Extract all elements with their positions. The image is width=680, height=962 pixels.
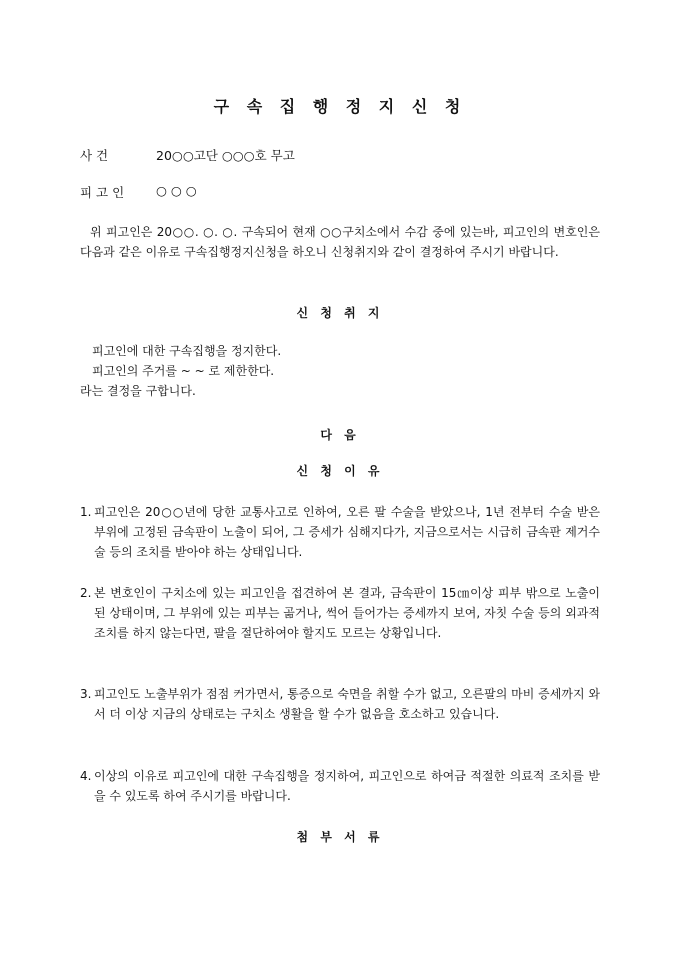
reason-item-2 (80, 583, 600, 643)
reason-item-3 (80, 684, 600, 724)
reason-number: 1. (80, 505, 92, 519)
attachment-heading: 첨 부 서 류 (296, 830, 384, 844)
case-label: 사 건 (80, 148, 109, 163)
reason-text: 피고인은 20○○년에 당한 교통사고로 인하여, 오른 팔 수술을 받았으나, 1년 전부터 수술 받은 부위에 고정된 금속판이 노출이 되어, 그 증세가 심해지다가, 지금으로서는 시급히 금속판 제거수술 등의 조치를 받아야 하는 상태입니다. (94, 505, 600, 559)
defendant-label: 피 고 인 (80, 185, 125, 200)
reason-number: 3. (80, 687, 92, 701)
reason-number: 4. (80, 769, 92, 783)
reason-heading: 신 청 이 유 (296, 464, 384, 478)
reason-text: 본 변호인이 구치소에 있는 피고인을 접견하여 본 결과, 금속판이 15㎝이상 피부 밖으로 노출이 된 상태이며, 그 부위에 있는 피부는 곪거나, 썩어 들어가는 증세까지 보여, 자칫 수술 등의 외과적 조치를 하지 않는다면, 팔을 절단하여야 할지도 모르는 상황입니다. (94, 586, 600, 640)
purpose-line-2: 피고인의 주거를 ~ ~ 로 제한한다. (92, 364, 275, 378)
reason-text: 이상의 이유로 피고인에 대한 구속집행을 정지하여, 피고인으로 하여금 적절한 의료적 조치를 받을 수 있도록 하여 주시기를 바랍니다. (94, 769, 600, 803)
reason-item-4 (80, 766, 600, 806)
reason-item-1 (80, 502, 600, 562)
document-title: 구 속 집 행 정 지 신 청 (213, 97, 467, 116)
defendant-value: ○ ○ ○ (156, 183, 197, 198)
purpose-line-1: 피고인에 대한 구속집행을 정지한다. (92, 344, 282, 358)
reason-text: 피고인도 노출부위가 점점 커가면서, 통증으로 숙면을 취할 수가 없고, 오른팔의 마비 증세까지 와서 더 이상 지금의 상태로는 구치소 생활을 할 수가 없음을 호소하고 있습니다. (94, 687, 600, 721)
purpose-heading: 신 청 취 지 (296, 306, 384, 320)
next-heading: 다 음 (320, 428, 360, 442)
case-value: 20○○고단 ○○○호 무고 (156, 148, 295, 163)
purpose-line-3: 라는 결정을 구합니다. (80, 384, 196, 398)
reason-number: 2. (80, 586, 92, 600)
intro-paragraph: 위 피고인은 20○○. ○. ○. 구속되어 현재 ○○구치소에서 수감 중에 있는바, 피고인의 변호인은 다음과 같은 이유로 구속집행정지신청을 하오니 신청취지와 같이 결정하여 주시기 바랍니다. (80, 225, 600, 259)
